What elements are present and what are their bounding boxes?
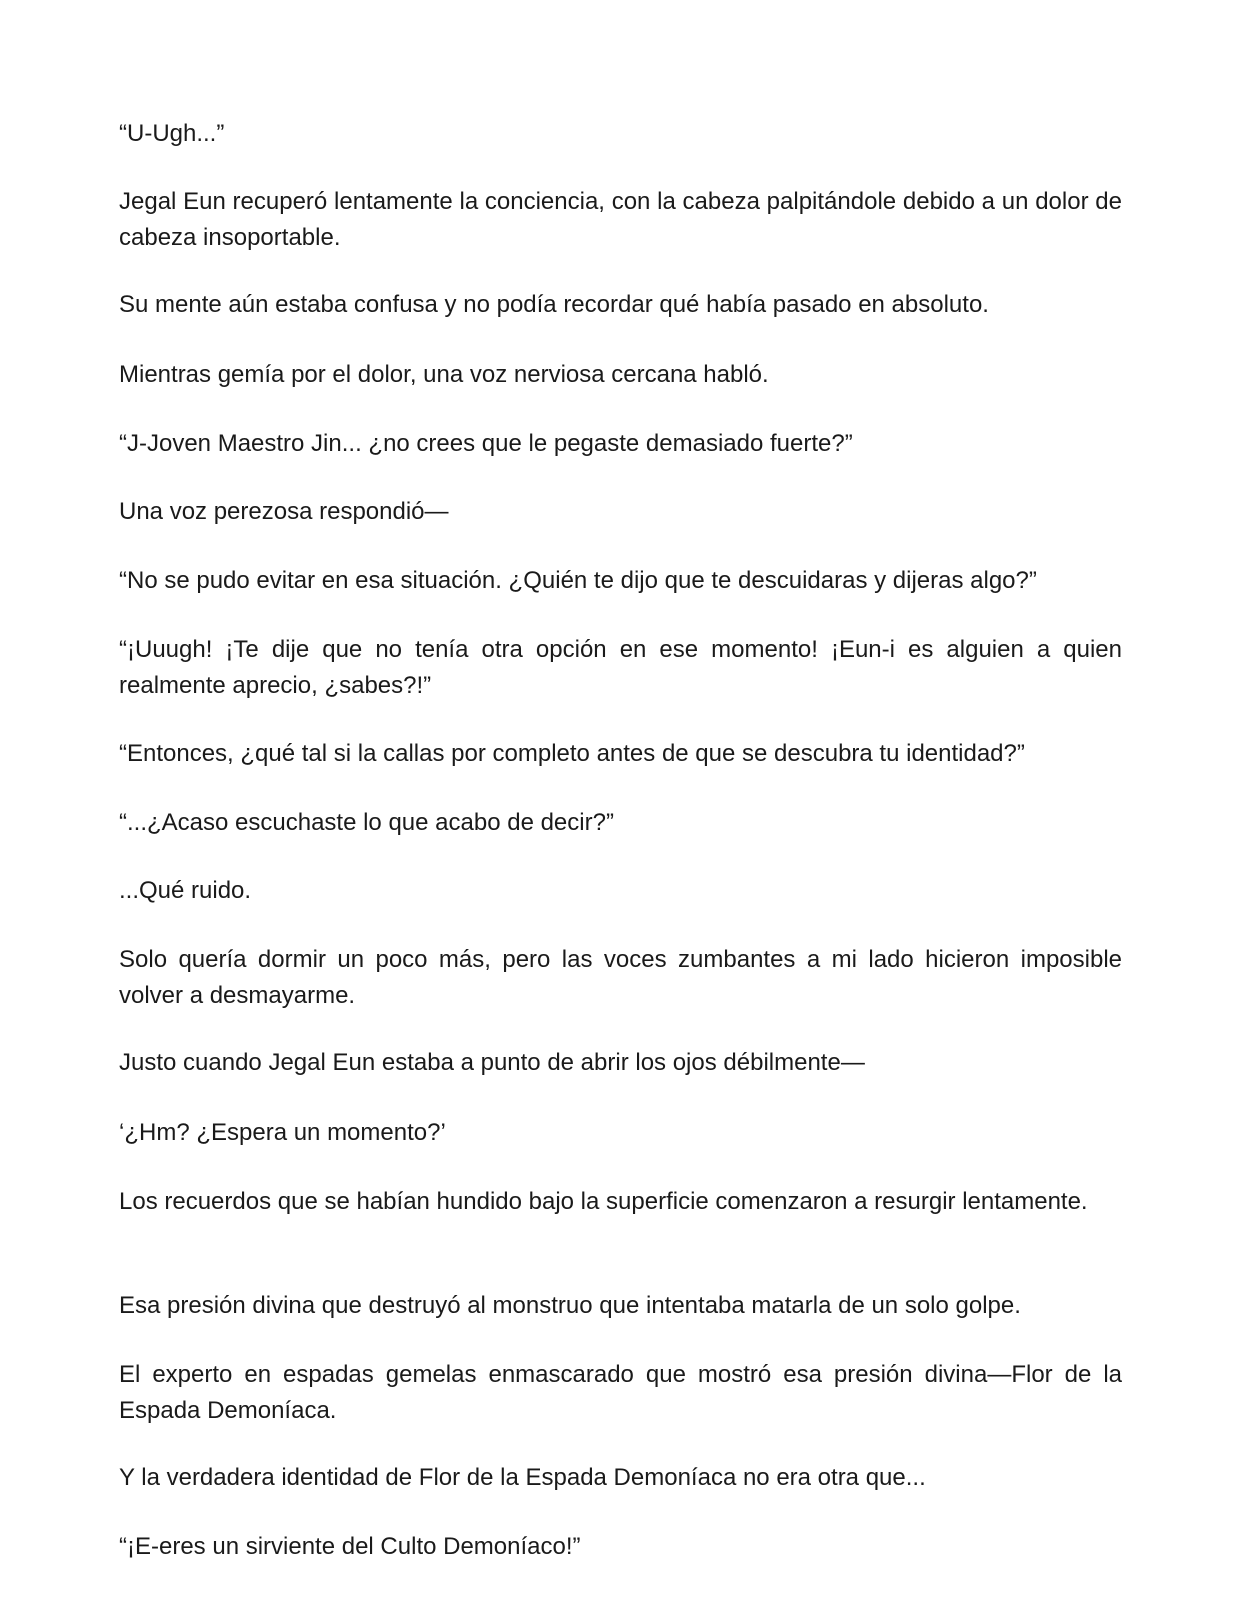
paragraph-10: “...¿Acaso escuchaste lo que acabo de decir?” bbox=[119, 809, 614, 836]
paragraph-7: “No se pudo evitar en esa situación. ¿Quién te dijo que te descuidaras y dijeras algo?” bbox=[119, 567, 1037, 594]
paragraph-6: Una voz perezosa respondió— bbox=[119, 498, 449, 525]
paragraph-3: Su mente aún estaba confusa y no podía recordar qué había pasado en absoluto. bbox=[119, 291, 989, 318]
paragraph-12: Solo quería dormir un poco más, pero las voces zumbantes a mi lado hicieron imposible volver a desmayarme. bbox=[119, 946, 1122, 1009]
paragraph-14: ‘¿Hm? ¿Espera un momento?’ bbox=[119, 1119, 446, 1146]
paragraph-1: “U-Ugh...” bbox=[119, 120, 225, 147]
paragraph-4: Mientras gemía por el dolor, una voz nerviosa cercana habló. bbox=[119, 361, 769, 388]
paragraph-13: Justo cuando Jegal Eun estaba a punto de abrir los ojos débilmente— bbox=[119, 1049, 865, 1076]
paragraph-8: “¡Uuugh! ¡Te dije que no tenía otra opción en ese momento! ¡Eun-i es alguien a quien realmente aprecio, ¿sabes?!” bbox=[119, 636, 1122, 699]
paragraph-18: Y la verdadera identidad de Flor de la Espada Demoníaca no era otra que... bbox=[119, 1464, 926, 1491]
paragraph-2: Jegal Eun recuperó lentamente la conciencia, con la cabeza palpitándole debido a un dolor de cabeza insoportable. bbox=[119, 188, 1122, 251]
paragraph-15: Los recuerdos que se habían hundido bajo la superficie comenzaron a resurgir lentamente. bbox=[119, 1188, 1088, 1215]
paragraph-17: El experto en espadas gemelas enmascarado que mostró esa presión divina—Flor de la Espada Demoníaca. bbox=[119, 1361, 1122, 1424]
paragraph-11: ...Qué ruido. bbox=[119, 877, 252, 904]
paragraph-19: “¡E-eres un sirviente del Culto Demoníaco!” bbox=[119, 1533, 581, 1560]
paragraph-5: “J-Joven Maestro Jin... ¿no crees que le pegaste demasiado fuerte?” bbox=[119, 430, 853, 457]
paragraph-16: Esa presión divina que destruyó al monstruo que intentaba matarla de un solo golpe. bbox=[119, 1292, 1021, 1319]
paragraph-9: “Entonces, ¿qué tal si la callas por completo antes de que se descubra tu identidad?” bbox=[119, 740, 1025, 767]
